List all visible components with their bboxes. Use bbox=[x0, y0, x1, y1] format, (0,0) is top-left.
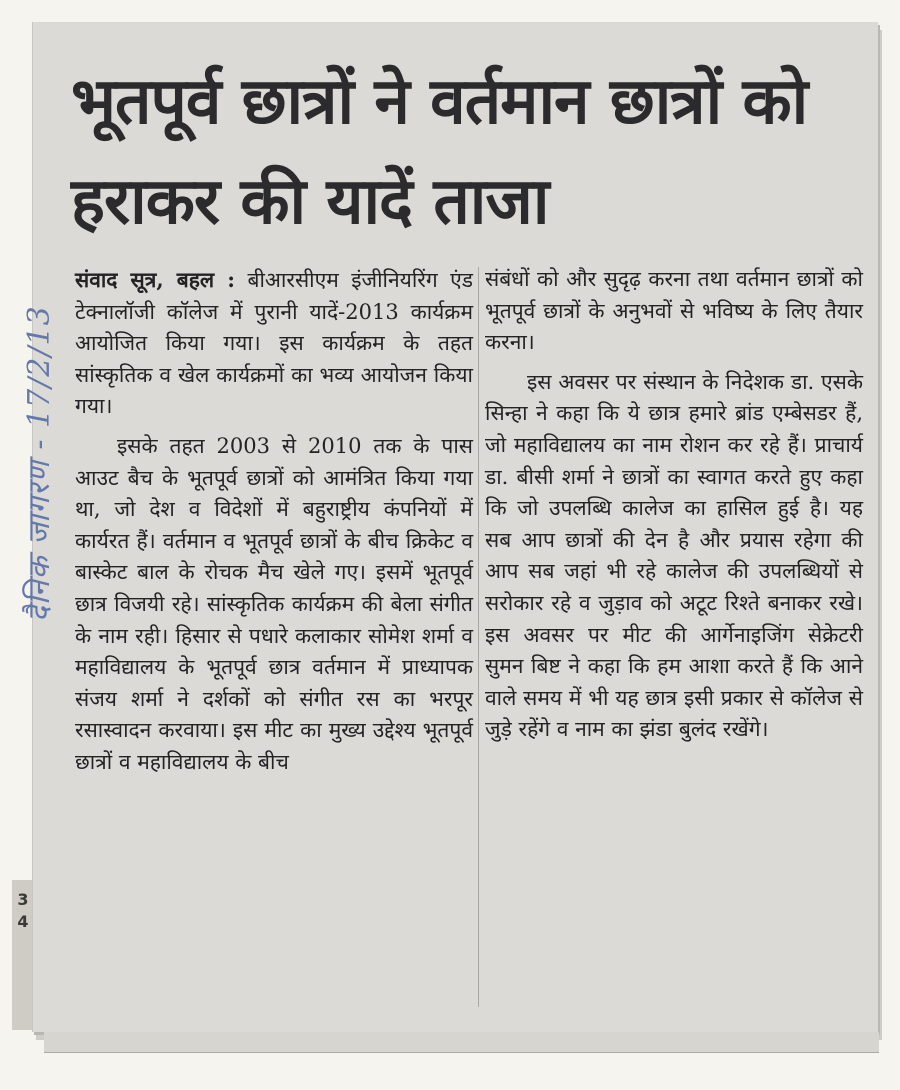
edge-mark: 3 bbox=[17, 890, 29, 909]
handwritten-date-note: दैनिक जागरण - 17/2/13 bbox=[22, 305, 57, 622]
paragraph: संबंधों को और सुदृढ़ करना तथा वर्तमान छात्रों को भूतपूर्व छात्रों के अनुभवों से भविष्य के लिए तैयार करना। bbox=[485, 267, 863, 355]
newspaper-clipping bbox=[22, 22, 878, 1032]
paragraph bbox=[75, 264, 473, 423]
headline: भूतपूर्व छात्रों ने वर्तमान छात्रों को हराकर की यादें ताजा bbox=[71, 65, 808, 239]
byline: संवाद सूत्र, बहल : bbox=[75, 267, 235, 292]
edge-mark: 4 bbox=[17, 912, 29, 931]
column-divider bbox=[478, 267, 479, 1007]
paragraph: इस अवसर पर संस्थान के निदेशक डा. एसके सिन्हा ने कहा कि ये छात्र हमारे ब्रांड एम्बेसडर हैं, जो महाविद्यालय का नाम रोशन कर रहे हैं। प्राचार्य डा. बीसी शर्मा ने छात्रों का स्वागत करते हुए कहा कि जो उपलब्धि कालेज का हासिल हुई है। यह सब आप छात्रों की देन है और प्रयास रहेगा की आप सब जहां भी रहे कालेज की उपलब्धियों से सरोकार रहे व जुड़ाव को अटूट रिश्ते बनाकर रखे। इस अवसर पर मीट की आर्गेनाइजिंग सेक्रेटरी सुमन बिष्ट ने कहा कि हम आशा करते हैं कि आने वाले समय में भी यह छात्र इसी प्रकार से कॉलेज से जुड़े रहेंगे व नाम का झंडा बुलंद रखेंगे। bbox=[485, 369, 863, 742]
paragraph: इसके तहत 2003 से 2010 तक के पास आउट बैच के भूतपूर्व छात्रों को आमंत्रित किया गया था, जो देश व विदेशों में बहुराष्ट्रीय कंपनियों में कार्यरत हैं। वर्तमान व भूतपूर्व छात्रों के बीच क्रिकेट व बास्केट बाल के रोचक मैच खेले गए। इसमें भूतपूर्व छात्र विजयी रहे। सांस्कृतिक कार्यक्रम की बेला संगीत के नाम रही। हिसार से पधारे कलाकार सोमेश शर्मा व महाविद्यालय के भूतपूर्व छात्र वर्तमान में प्राध्यापक संजय शर्मा ने दर्शकों को संगीत रस का भरपूर रसास्वादन करवाया। इस मीट का मुख्य उद्देश्य भूतपूर्व छात्रों व महाविद्यालय के बीच bbox=[75, 433, 473, 774]
article-column-left bbox=[75, 264, 473, 779]
article-column-right bbox=[485, 264, 863, 746]
folded-paper-bottom bbox=[44, 1032, 879, 1053]
paragraph-text: बीआरसीएम इंजीनियरिंग एंड टेक्नालॉजी कॉलेज में पुरानी यादें-2013 कार्यक्रम आयोजित किया गया। इस कार्यक्रम के तहत सांस्कृतिक व खेल कार्यक्रमों का भव्य आयोजन किया गया। bbox=[75, 268, 473, 419]
